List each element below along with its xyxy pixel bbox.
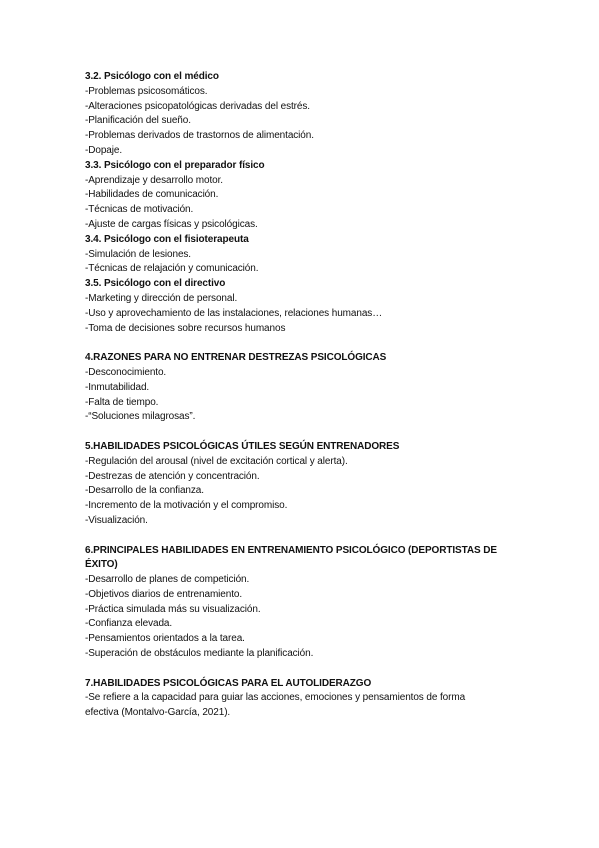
section-heading-6-continued: ÉXITO) [85,559,118,571]
document-content [85,70,515,721]
list-item: -Inmutabilidad. [85,381,150,393]
list-item: -Visualización. [85,514,148,526]
section-heading-3-2: 3.2. Psicólogo con el médico [85,71,219,82]
section-heading-5: 5.HABILIDADES PSICOLÓGICAS ÚTILES SEGÚN ENTRENADORES [85,440,400,452]
list-item: -Técnicas de relajación y comunicación. [85,263,259,275]
section-heading-7: 7.HABILIDADES PSICOLÓGICAS PARA EL AUTOLIDERAZGO [85,677,372,689]
list-item: -Destrezas de atención y concentración. [85,470,260,482]
spacer [85,662,515,677]
section-heading-3-5: 3.5. Psicólogo con el directivo [85,278,226,290]
list-item: -Problemas derivados de trastornos de alimentación. [85,130,314,142]
list-item: -Pensamientos orientados a la tarea. [85,633,245,645]
list-item: -Uso y aprovechamiento de las instalaciones, relaciones humanas… [85,307,383,319]
spacer [85,425,515,440]
section-heading-6: 6.PRINCIPALES HABILIDADES EN ENTRENAMIENTO PSICOLÓGICO (DEPORTISTAS DE [85,544,497,556]
list-item: -Habilidades de comunicación. [85,189,219,201]
list-item: -Práctica simulada más su visualización. [85,603,261,615]
spacer [85,336,515,351]
section-heading-3-3: 3.3. Psicólogo con el preparador físico [85,159,265,171]
list-item: -Desconocimiento. [85,366,167,378]
list-item: -Planificación del sueño. [85,115,191,127]
list-item: -Objetivos diarios de entrenamiento. [85,588,243,600]
list-item: -Superación de obstáculos mediante la planificación. [85,648,314,660]
spacer [85,529,515,544]
list-item: -Ajuste de cargas físicas y psicológicas. [85,218,258,230]
list-item: -Toma de decisiones sobre recursos humanos [85,322,286,334]
list-item: -Desarrollo de la confianza. [85,485,204,497]
list-item: -Dopaje. [85,144,122,156]
list-item: -“Soluciones milagrosas”. [85,411,196,423]
list-item: -Marketing y dirección de personal. [85,292,238,304]
section-heading-3-4: 3.4. Psicólogo con el fisioterapeuta [85,233,249,245]
list-item: -Problemas psicosomáticos. [85,85,208,97]
paragraph-line: efectiva (Montalvo-García, 2021). [85,707,231,719]
list-item: -Aprendizaje y desarrollo motor. [85,174,223,186]
list-item: -Alteraciones psicopatológicas derivadas del estrés. [85,100,310,112]
list-item: -Incremento de la motivación y el compromiso. [85,500,288,512]
section-heading-4: 4.RAZONES PARA NO ENTRENAR DESTREZAS PSICOLÓGICAS [85,352,387,364]
list-item: -Técnicas de motivación. [85,204,194,216]
list-item: -Confianza elevada. [85,618,173,630]
list-item: -Regulación del arousal (nivel de excitación cortical y alerta). [85,455,348,467]
list-item: -Simulación de lesiones. [85,248,191,260]
list-item: -Falta de tiempo. [85,396,159,408]
list-item: -Desarrollo de planes de competición. [85,574,250,586]
paragraph-line: -Se refiere a la capacidad para guiar las acciones, emociones y pensamientos de forma [85,692,466,704]
